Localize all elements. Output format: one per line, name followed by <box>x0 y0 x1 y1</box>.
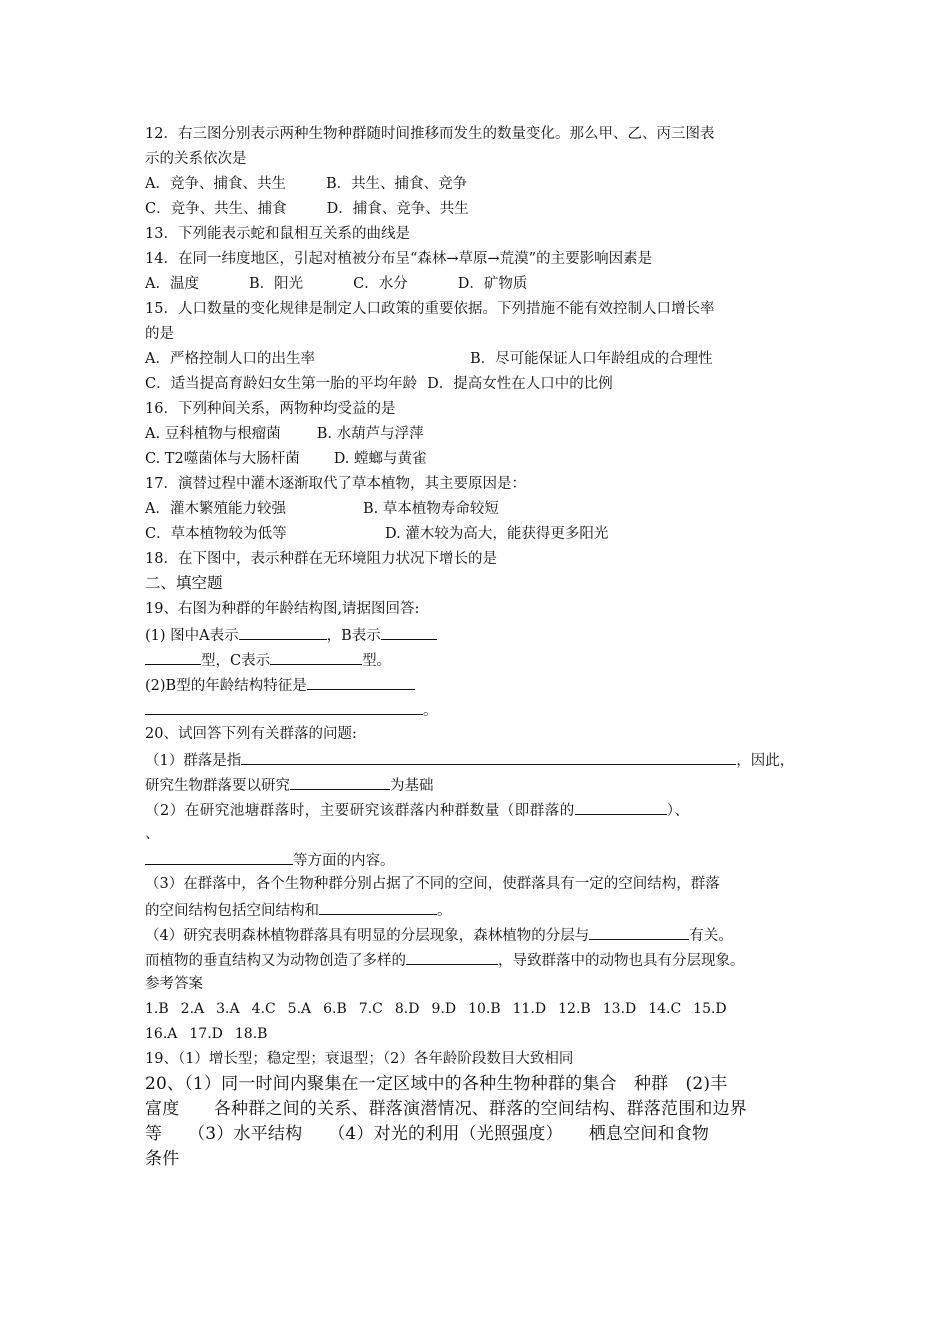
answer-3: 3.A <box>216 1001 240 1017</box>
answer-14: 14.C <box>648 1001 682 1017</box>
q16-option-d: D. 螳螂与黄雀 <box>333 451 427 467</box>
q14-option-a: A．温度 <box>145 276 199 292</box>
q20-part1-line2-tail: 为基础 <box>390 778 434 794</box>
q20-part2-end: 等方面的内容。 <box>293 853 395 869</box>
q20-blank-4[interactable] <box>145 849 293 865</box>
q20-part4-line2 <box>145 949 745 971</box>
q20-part4-label: （4）研究表明森林植物群落具有明显的分层现象，森林植物的分层与 <box>145 928 590 944</box>
q20-part2-tail: ）、 <box>666 803 690 819</box>
answer-19: 19、（1）增长型；稳定型；衰退型；（2）各年龄阶段数目大致相同 <box>145 1051 574 1067</box>
answer-11: 11.D <box>512 1001 547 1017</box>
q12-option-d: D．捕食、竞争、共生 <box>326 201 469 217</box>
q20-blank-2[interactable] <box>290 774 390 790</box>
answer-10: 10.B <box>468 1001 501 1017</box>
q20-part4-line1 <box>145 924 733 946</box>
answer-5: 5.A <box>287 1001 312 1017</box>
q12-options-cd <box>145 199 469 219</box>
q20-blank-1[interactable] <box>241 749 736 765</box>
q15-stem-line1: 15．人口数量的变化规律是制定人口政策的重要依据。下列措施不能有效控制人口增长率 <box>145 301 715 317</box>
answer-16: 16.A <box>145 1026 178 1042</box>
answer-13: 13.D <box>602 1001 637 1017</box>
q20-blank-5[interactable] <box>319 899 437 915</box>
q12-option-b: B．共生、捕食、竞争 <box>325 176 468 192</box>
q16-option-a: A. 豆科植物与根瘤菌 <box>145 426 281 442</box>
q19-part2-end: 。 <box>423 703 438 719</box>
q16-stem: 16．下列种间关系，两物种均受益的是 <box>145 401 396 417</box>
q20-part2-line3 <box>145 849 395 871</box>
q19-part2-line1 <box>145 674 415 696</box>
answers-title: 参考答案 <box>145 976 203 992</box>
q17-option-c: C．草本植物较为低等 <box>145 526 287 542</box>
q17-stem: 17．演替过程中灌木逐渐取代了草本植物，其主要原因是： <box>145 476 526 492</box>
q15-options-cd <box>145 374 613 394</box>
answer-20-line2: 富度 各种群之间的关系、群落演潜情况、群落的空间结构、群落范围和边界 <box>145 1099 747 1119</box>
q12-option-c: C．竞争、共生、捕食 <box>145 201 287 217</box>
q19-part1-line1 <box>145 624 437 646</box>
answer-7: 7.C <box>358 1001 383 1017</box>
q20-part1-line2-label: 研究生物群落要以研究 <box>145 778 290 794</box>
q17-option-a: A．灌木繁殖能力较强 <box>145 501 286 517</box>
q20-part3-end: 。 <box>437 903 452 919</box>
q20-part2-label: （2）在研究池塘群落时，主要研究该群落内种群数量（即群落的 <box>145 803 575 819</box>
q14-option-d: D．矿物质 <box>457 276 528 292</box>
q20-part1-tail: ，因此， <box>736 753 795 769</box>
q20-part1-line2 <box>145 774 434 796</box>
q14-options <box>145 274 527 294</box>
q16-option-c: C. T2噬菌体与大肠杆菌 <box>145 451 300 467</box>
answer-2: 2.A <box>180 1001 205 1017</box>
q20-part4-tail: 有关。 <box>689 928 733 944</box>
q14-option-b: B．阳光 <box>248 276 304 292</box>
answer-17: 17.D <box>189 1026 223 1042</box>
q18-stem: 18．在下图中，表示种群在无环境阻力状况下增长的是 <box>145 551 497 567</box>
answer-12: 12.B <box>558 1001 591 1017</box>
q15-stem-line2: 的是 <box>145 326 174 342</box>
answer-1: 1.B <box>145 1001 169 1017</box>
q20-blank-3[interactable] <box>575 799 667 815</box>
answers-row2 <box>145 1024 267 1044</box>
q15-option-c: C．适当提高育龄妇女生第一胎的平均年龄 <box>145 376 418 392</box>
q20-part3-line1: （3）在群落中，各个生物种群分别占据了不同的空间，使群落具有一定的空间结构，群落 <box>145 876 720 892</box>
q19-blank-b-2[interactable] <box>145 649 201 665</box>
q12-stem-line2: 示的关系依次是 <box>145 151 247 167</box>
q19-part1-label-c: 型，C表示 <box>201 653 271 669</box>
q20-blank-6[interactable] <box>589 924 689 940</box>
q19-part2-line2 <box>145 699 438 721</box>
answer-4: 4.C <box>251 1001 276 1017</box>
q12-options-ab <box>145 174 467 194</box>
q19-blank-c[interactable] <box>270 649 362 665</box>
q19-stem: 19、右图为种群的年龄结构图,请据图回答: <box>145 601 420 617</box>
q20-part2-line2: 、 <box>145 826 160 842</box>
q20-part4-end: ，导致群落中的动物也具有分层现象。 <box>498 953 745 969</box>
answer-20-line3: 等 （3）水平结构 （4）对光的利用（光照强度） 栖息空间和食物 <box>145 1124 710 1144</box>
q19-part1-end: 型。 <box>362 653 392 669</box>
q15-option-a: A．严格控制人口的出生率 <box>145 351 315 367</box>
answer-20-line4: 条件 <box>145 1149 180 1169</box>
answer-9: 9.D <box>431 1001 457 1017</box>
q12-option-a: A．竞争、捕食、共生 <box>145 176 286 192</box>
q17-option-d: D. 灌木较为高大，能获得更多阳光 <box>385 526 609 542</box>
q19-blank-b-1[interactable] <box>381 624 437 640</box>
q19-blank-part2-2[interactable] <box>145 699 423 715</box>
q20-part1-line1 <box>145 749 794 771</box>
q20-part2-line1 <box>145 799 689 821</box>
q19-part1-line2 <box>145 649 391 671</box>
q15-option-d: D．提高女性在人口中的比例 <box>427 376 613 392</box>
q15-option-b: B．尽可能保证人口年龄组成的合理性 <box>470 351 713 367</box>
q20-part4-label2: 而植物的垂直结构又为动物创造了多样的 <box>145 953 406 969</box>
q14-option-c: C．水分 <box>353 276 408 292</box>
answers-row1 <box>145 999 727 1019</box>
q15-options-ab <box>145 349 315 369</box>
q19-blank-a[interactable] <box>239 624 327 640</box>
q17-option-b: B. 草本植物寿命较短 <box>363 501 499 517</box>
q16-options-cd <box>145 449 427 469</box>
q19-part1-label-b: ，B表示 <box>326 628 381 644</box>
q16-option-b: B. 水葫芦与浮萍 <box>316 426 424 442</box>
section-fill-in-title: 二、填空题 <box>145 574 223 592</box>
q19-blank-part2-1[interactable] <box>307 674 415 690</box>
q20-blank-7[interactable] <box>406 949 498 965</box>
q12-stem-line1: 12．右三图分别表示两种生物种群随时间推移而发生的数量变化。那么甲、乙、丙三图表 <box>145 126 715 142</box>
q14-stem: 14．在同一纬度地区，引起对植被分布呈“森林→草原→荒漠”的主要影响因素是 <box>145 251 653 267</box>
q20-part3-label: 的空间结构包括空间结构和 <box>145 903 319 919</box>
q20-part1-label: （1）群落是指 <box>145 753 242 769</box>
q19-part1-label-a: (1) 图中A表示 <box>145 628 239 644</box>
answer-8: 8.D <box>394 1001 420 1017</box>
q20-stem: 20、试回答下列有关群落的问题: <box>145 726 357 742</box>
q16-options-ab <box>145 424 424 444</box>
answer-20-line1: 20、（1）同一时间内聚集在一定区域中的各种生物种群的集合 种群 (2)丰 <box>145 1074 728 1094</box>
answer-6: 6.B <box>323 1001 347 1017</box>
q20-part3-line2 <box>145 899 452 921</box>
answer-15: 15.D <box>693 1001 727 1017</box>
q19-part2-label: (2)B型的年龄结构特征是 <box>145 678 307 694</box>
q13-stem: 13．下列能表示蛇和鼠相互关系的曲线是 <box>145 226 410 242</box>
answer-18: 18.B <box>234 1026 268 1042</box>
